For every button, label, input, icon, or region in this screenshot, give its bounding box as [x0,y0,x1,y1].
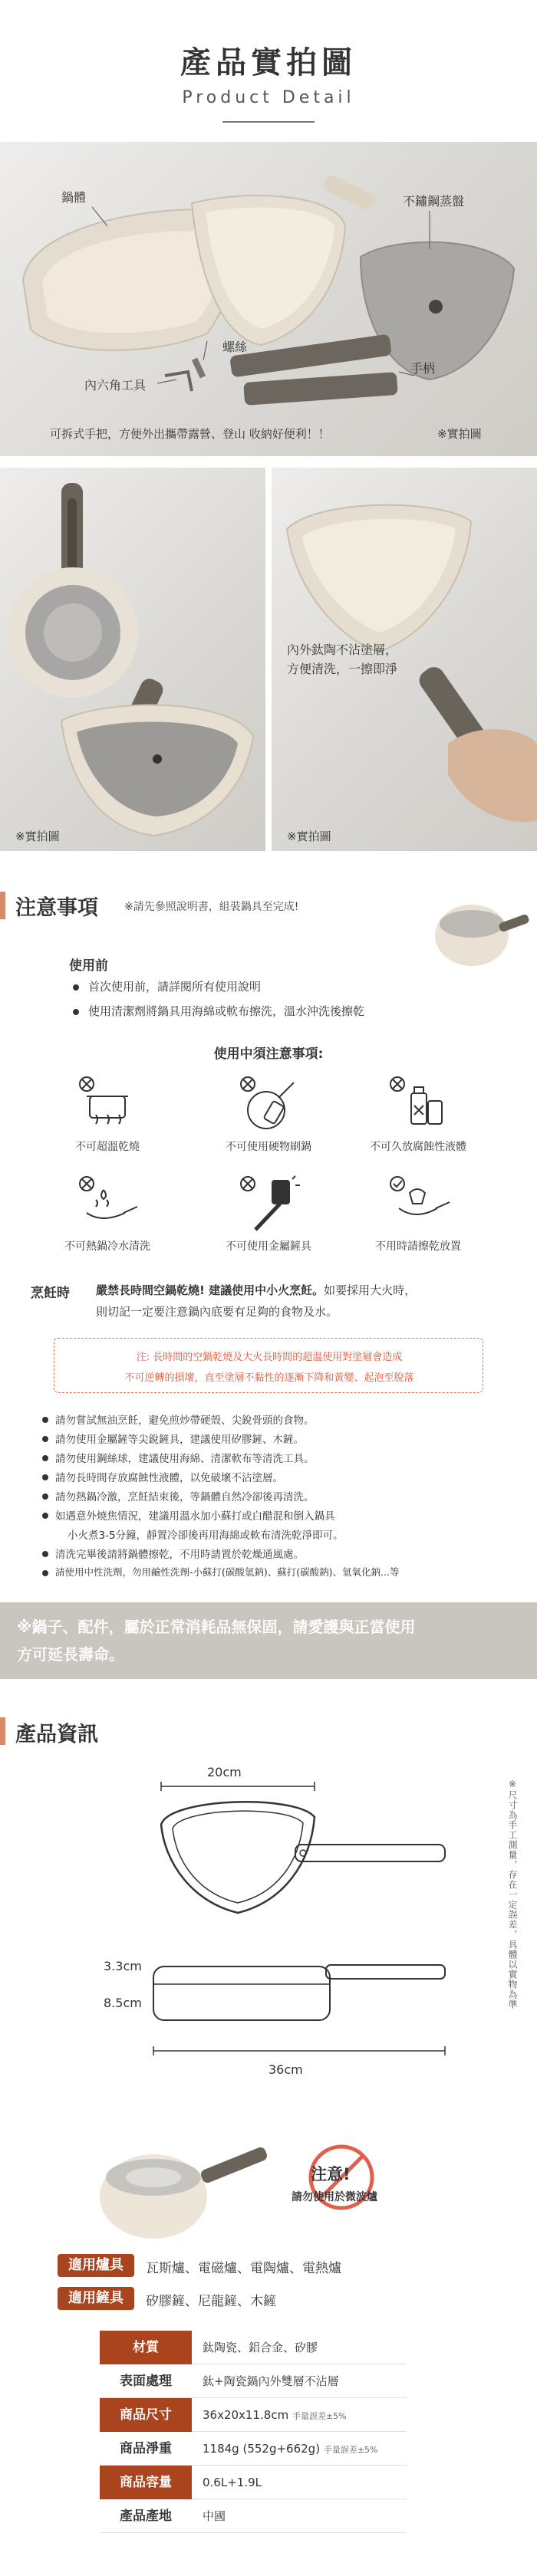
label-pot-body: 鍋體 [61,190,87,205]
photo1-caption: 可拆式手把，方便外出攜帶露營、登山 收納好便利！！ [50,427,330,441]
cooking-rest-1: 如要採用大火時， [324,1283,417,1297]
warning-box [54,1338,483,1393]
tip: 請勿嘗試無油烹飪，避免煎炒帶硬殼、尖銳骨頭的食物。 [55,1414,315,1427]
bullet-dot [42,1493,48,1500]
spec-row-size [100,2398,407,2432]
cooking-text [96,1282,416,1298]
title-divider [222,121,315,123]
dim-top: 20cm [207,1765,242,1779]
tip: 請勿使用金屬鏟等尖銳鏟具，建議使用矽膠鏟、木鏟。 [55,1434,304,1446]
before-use-title: 使用前 [69,958,108,974]
label-handle: 手柄 [410,361,436,376]
warning-line-2: 不可逆轉的損壞，直至塗層不黏性的逐漸下降和黃變、起泡至脫落 [124,1372,414,1384]
dim-length: 36cm [268,2062,303,2077]
utensil-text: 矽膠鏟、尼龍鏟、木鏟 [146,2294,276,2309]
spec-value: 中國 [192,2499,407,2533]
bullet-dot [42,1436,48,1442]
photo-right-note: ※實拍圖 [287,830,331,843]
photo-parts-overview [0,142,537,456]
hard-brush-icon [234,1073,303,1135]
warning-line-1: 注: 長時間的空鍋乾燒及大火長時間的超溫使用對塗層會造成 [136,1352,403,1363]
tip: 如遇意外燒焦情況，建議用溫水加小蘇打或白醋混和倒入鍋具 [55,1510,335,1523]
spec-tolerance: 手量誤差±5% [323,2445,378,2455]
pan-product-photo [92,2124,268,2246]
label-steamer: 不鏽鋼蒸盤 [403,194,465,209]
caution-text: 請勿使用於微波爐 [292,2191,377,2203]
bullet-dot [42,1513,48,1519]
tip: 請使用中性洗劑，勿用鹼性洗劑-小蘇打(碳酸氫鈉)、蘇打(碳酸鈉)、氫氧化鈉...等 [55,1566,400,1578]
spec-value: 鈦陶瓷、鋁合金、矽膠 [192,2331,407,2364]
cooking-rest-2: 則切記一定要注意鍋內底要有足夠的食物及水。 [96,1305,338,1319]
page-subtitle: Product Detail [182,88,355,107]
spec-row-surface [100,2364,407,2398]
bullet-dot [42,1570,48,1576]
pan-steamer-illustration [0,468,265,851]
tip: 請勿熱鍋冷激，烹飪結束後，等鍋體自然冷卻後再清洗。 [55,1491,315,1503]
icon-caption: 不可使用硬物刷鍋 [226,1141,311,1153]
bullet-dot [42,1455,48,1461]
caution-title: 注意! [311,2165,351,2183]
info-accent-bar [0,1717,5,1745]
notice-subtitle: ※請先參照說明書，組裝鍋具至完成! [124,901,299,913]
photo-left-note: ※實拍圖 [15,830,60,843]
photo-right-label-1: 內外鈦陶不沾塗層， [287,642,398,657]
metal-spatula-icon [234,1173,303,1234]
chemical-bottle-icon [384,1073,453,1135]
spec-key: 產品產地 [100,2499,192,2533]
dimension-note: ※尺寸為手工測量，存在一定誤差，具體以實物為準 [507,1779,518,2009]
dimension-diagram [130,1779,453,2062]
pot-heat-icon [73,1073,142,1135]
notice-pot-photo [430,882,529,974]
icon-caption: 不可超溫乾燒 [75,1141,140,1153]
page-title: 產品實拍圖 [180,45,357,80]
tip: 清洗完畢後請將鍋體擦乾，不用時請置於乾燥通風處。 [55,1549,304,1561]
notice-title: 注意事項 [15,896,98,920]
icon-caption: 不可久放腐蝕性液體 [370,1141,466,1153]
bullet-dot [42,1551,48,1557]
label-hex-tool: 內六角工具 [84,378,147,393]
photo-right-label-2: 方便清洗，一擦即淨 [287,662,398,676]
spec-key: 表面處理 [100,2364,192,2398]
dim-height-2: 8.5cm [104,1996,142,2010]
icon-caption: 不可使用金屬鏟具 [226,1240,311,1253]
bullet-dot [73,1009,79,1015]
pan-towel-icon [384,1173,453,1234]
spec-value: 1184g (552g+662g) [203,2442,321,2456]
tip: 請勿使用鋼絲球，建議使用海綿、清潔軟布等清洗工具。 [55,1453,315,1465]
tip: 請勿長時間存放腐蝕性液體，以免破壞不沾塗層。 [55,1472,283,1484]
photo-pan-steamer [0,468,265,851]
icon-caption: 不可熱鍋冷水清洗 [64,1240,150,1253]
spec-key: 商品尺寸 [100,2398,192,2432]
icon-caption: 不用時請擦乾放置 [375,1240,461,1253]
stove-tag: 適用爐具 [58,2254,134,2277]
bullet-dot [73,984,79,991]
info-title: 產品資訊 [15,1723,98,1746]
photo-pot-hand [272,468,537,851]
spec-value: 36x20x11.8cm [203,2408,289,2422]
bullet-dot [42,1474,48,1480]
spec-row-weight [100,2432,407,2466]
label-screw: 螺絲 [222,340,248,354]
cooking-label: 烹飪時 [31,1286,70,1301]
spec-value: 鈦+陶瓷鍋內外雙層不沾層 [192,2364,407,2398]
stove-text: 瓦斯爐、電磁爐、電陶爐、電熱爐 [146,2261,341,2276]
spec-row-material [100,2331,407,2364]
spec-key: 商品淨重 [100,2432,192,2466]
notice-accent-bar [0,892,5,919]
warranty-box [0,1602,537,1679]
spec-key: 商品容量 [100,2466,192,2499]
during-use-title: 使用中須注意事項: [213,1046,324,1062]
spec-value-wrap [192,2432,407,2466]
spec-tolerance: 手量誤差±5% [292,2411,347,2421]
utensil-tag: 適用鏟具 [58,2287,134,2310]
warranty-line-2: 方可延長壽命。 [17,1645,124,1664]
spec-key: 材質 [100,2331,192,2364]
photo1-note: ※實拍圖 [437,427,482,441]
cooking-bold: 嚴禁長時間空鍋乾燒! 建議使用中小火烹飪。 [96,1283,325,1297]
bullet-dot [42,1417,48,1423]
spec-row-origin [100,2499,407,2533]
spec-row-capacity [100,2466,407,2499]
spec-value-wrap [192,2398,407,2432]
tip-continued: 小火煮3-5分鐘，靜置冷卻後再用海綿或軟布清洗乾淨即可。 [68,1530,344,1542]
warranty-line-1: ※鍋子、配件，屬於正常消耗品無保固，請愛護與正當使用 [17,1618,416,1636]
spec-value: 0.6L+1.9L [192,2466,407,2499]
dim-height-1: 3.3cm [104,1959,142,1973]
cold-water-pan-icon [73,1173,142,1234]
before-use-2: 使用清潔劑將鍋具用海綿或軟布擦洗，溫水沖洗後擦乾 [88,1004,365,1018]
before-use-1: 首次使用前，請詳閱所有使用說明 [88,980,262,994]
